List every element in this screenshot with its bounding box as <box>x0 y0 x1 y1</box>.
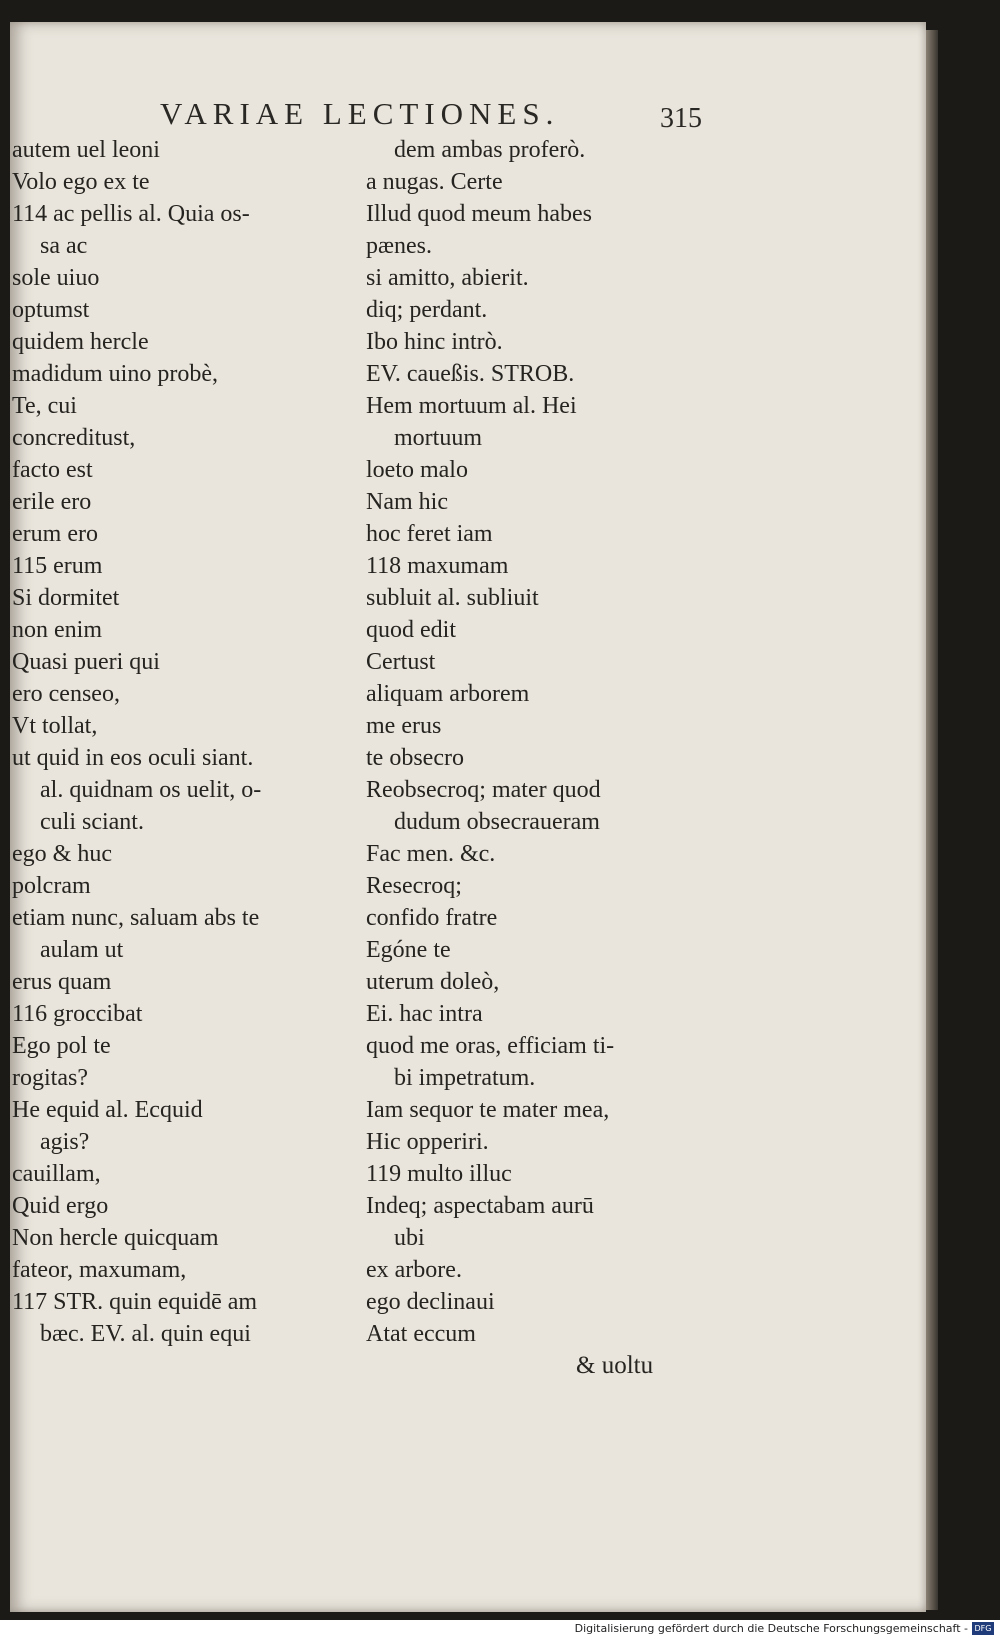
text-line: pænes. <box>366 233 432 259</box>
text-line: ego & huc <box>12 841 112 867</box>
text-line: aulam ut <box>40 937 124 963</box>
dfg-logo: DFG <box>972 1622 994 1635</box>
text-line: diq; perdant. <box>366 297 488 323</box>
text-line: 117 STR. quin equidē am <box>12 1289 258 1315</box>
text-line: te obsecro <box>366 745 464 771</box>
text-line: erum ero <box>12 521 98 547</box>
text-line: Illud quod meum habes <box>366 201 592 227</box>
text-line: confido fratre <box>366 905 498 931</box>
text-line: subluit al. subliuit <box>366 585 539 611</box>
text-line: ex arbore. <box>366 1257 462 1283</box>
text-line: concreditust, <box>12 425 136 451</box>
funding-credit: Digitalisierung gefördert durch die Deutsche Forschungsgemeinschaft - <box>574 1622 968 1635</box>
text-line: Indeq; aspectabam aurū <box>366 1193 594 1219</box>
text-line: 115 erum <box>12 553 103 579</box>
text-line: ego declinaui <box>366 1289 495 1315</box>
text-line: Te, cui <box>12 393 77 419</box>
text-line: aliquam arborem <box>366 681 530 707</box>
text-line: Ego pol te <box>12 1033 111 1059</box>
text-line: Hic opperiri. <box>366 1129 489 1155</box>
text-line: fateor, maxumam, <box>12 1257 187 1283</box>
text-line: non enim <box>12 617 102 643</box>
text-line: uterum doleò, <box>366 969 500 995</box>
text-line: Fac men. &c. <box>366 841 496 867</box>
page-number: 315 <box>660 103 702 134</box>
left-column <box>12 134 352 1350</box>
text-line: erus quam <box>12 969 112 995</box>
text-line: He equid al. Ecquid <box>12 1097 203 1123</box>
text-line: facto est <box>12 457 93 483</box>
text-line: Volo ego ex te <box>12 169 150 195</box>
text-line: dem ambas proferò. <box>394 137 586 163</box>
catchword: & uoltu <box>576 1352 654 1379</box>
text-line: Certust <box>366 649 436 675</box>
text-line: 119 multo illuc <box>366 1161 512 1187</box>
text-line: Ibo hinc intrò. <box>366 329 503 355</box>
text-line: me erus <box>366 713 442 739</box>
page-edge <box>926 30 938 1610</box>
text-line: Non hercle quicquam <box>12 1225 219 1251</box>
text-line: rogitas? <box>12 1065 88 1091</box>
text-line: si amitto, abierit. <box>366 265 529 291</box>
text-line: 114 ac pellis al. Quia os- <box>12 201 250 227</box>
text-line: polcram <box>12 873 91 899</box>
text-line: hoc feret iam <box>366 521 493 547</box>
text-line: bæc. EV. al. quin equi <box>40 1321 251 1347</box>
text-line: quidem hercle <box>12 329 149 355</box>
text-line: Egóne te <box>366 937 451 963</box>
text-line: Quasi pueri qui <box>12 649 160 675</box>
text-line: a nugas. Certe <box>366 169 503 195</box>
text-line: sa ac <box>40 233 88 259</box>
text-line: erile ero <box>12 489 92 515</box>
text-line: Si dormitet <box>12 585 120 611</box>
text-line: Resecroq; <box>366 873 462 899</box>
text-line: dudum obsecraueram <box>394 809 600 835</box>
text-line: sole uiuo <box>12 265 100 291</box>
text-line: Quid ergo <box>12 1193 109 1219</box>
text-line: etiam nunc, saluam abs te <box>12 905 260 931</box>
text-line: EV. caueßis. STROB. <box>366 361 575 387</box>
text-line: quod edit <box>366 617 456 643</box>
text-line: culi sciant. <box>40 809 144 835</box>
text-line: ero censeo, <box>12 681 120 707</box>
text-line: ubi <box>394 1225 425 1251</box>
running-head: VARIAE LECTIONES. <box>160 96 560 131</box>
text-line: ut quid in eos oculi siant. <box>12 745 254 771</box>
text-line: autem uel leoni <box>12 137 160 163</box>
text-line: bi impetratum. <box>394 1065 536 1091</box>
text-line: 118 maxumam <box>366 553 509 579</box>
text-line: loeto malo <box>366 457 468 483</box>
text-line: optumst <box>12 297 90 323</box>
text-line: cauillam, <box>12 1161 101 1187</box>
text-line: Ei. hac intra <box>366 1001 483 1027</box>
text-line: Atat eccum <box>366 1321 476 1347</box>
text-line: madidum uino probè, <box>12 361 218 387</box>
text-line: 116 groccibat <box>12 1001 143 1027</box>
text-line: Vt tollat, <box>12 713 98 739</box>
text-line: al. quidnam os uelit, o- <box>40 777 262 803</box>
text-line: Reobsecroq; mater quod <box>366 777 601 803</box>
text-line: agis? <box>40 1129 90 1155</box>
text-line: mortuum <box>394 425 482 451</box>
right-column <box>366 134 711 1350</box>
digitization-footer <box>0 1620 1000 1639</box>
text-line: quod me oras, efficiam ti- <box>366 1033 615 1059</box>
text-line: Nam hic <box>366 489 448 515</box>
text-line: Hem mortuum al. Hei <box>366 393 577 419</box>
text-line: Iam sequor te mater mea, <box>366 1097 610 1123</box>
